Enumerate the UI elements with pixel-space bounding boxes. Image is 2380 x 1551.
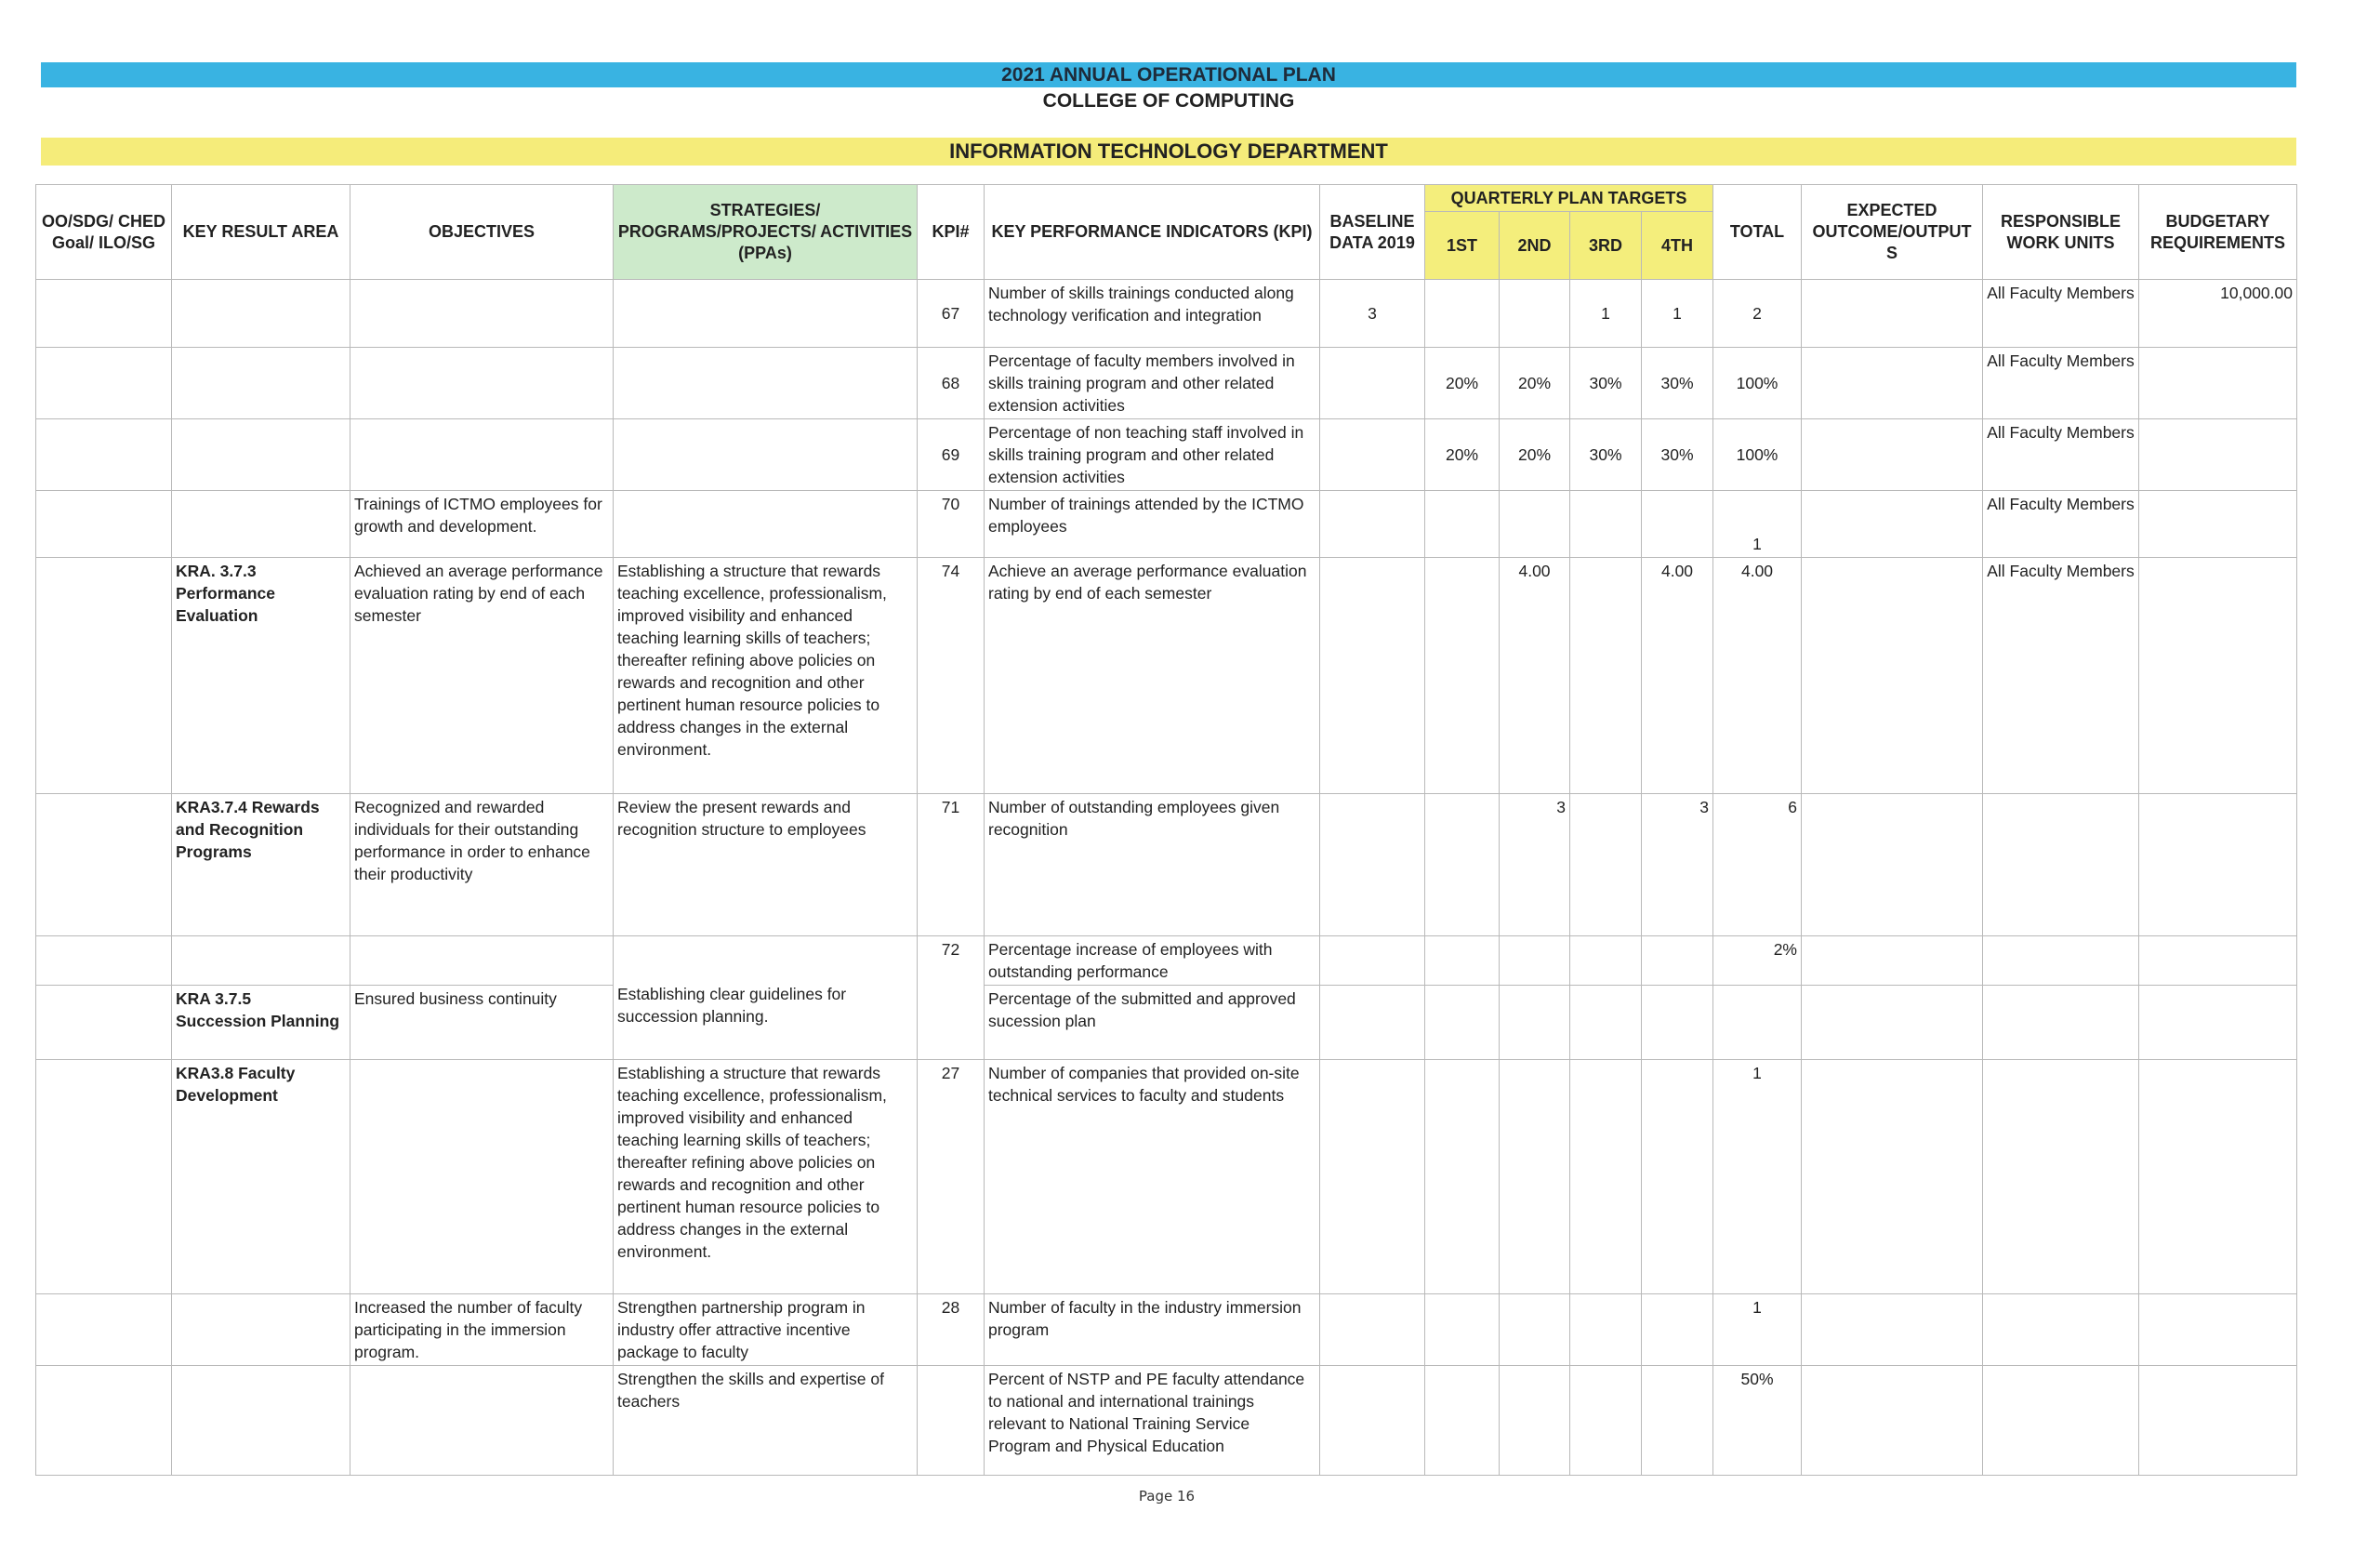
col-q2: 2ND (1500, 212, 1570, 280)
q4-cell: 1 (1642, 280, 1713, 348)
budget-cell (2139, 1060, 2297, 1294)
col-baseline: BASELINE DATA 2019 (1320, 185, 1425, 280)
q4-cell: 3 (1642, 794, 1713, 936)
kpi-cell: Percentage increase of employees with outstanding performance (985, 936, 1320, 986)
kpi-number-cell: 70 (918, 491, 985, 558)
total-cell: 100% (1713, 348, 1802, 419)
units-cell: All Faculty Members (1983, 558, 2139, 794)
kpi-number-cell: 68 (918, 348, 985, 419)
objective-cell (350, 348, 614, 419)
kpi-number-cell: 72 (918, 936, 985, 1060)
kpi-cell: Number of companies that provided on-site technical services to faculty and students (985, 1060, 1320, 1294)
q3-cell (1570, 558, 1642, 794)
total-cell (1713, 986, 1802, 1060)
q2-cell (1500, 1294, 1570, 1366)
table-row (36, 280, 2297, 348)
q4-cell: 30% (1642, 419, 1713, 491)
units-cell (1983, 1294, 2139, 1366)
strategy-cell (614, 936, 918, 1060)
kra-cell: KRA 3.7.5 Succession Planning (172, 986, 350, 1060)
budget-cell (2139, 1366, 2297, 1476)
strategy-cell: Establishing a structure that rewards teaching excellence, professionalism, improved visibility and enhanced teaching learning skills of teachers; thereafter refining above policies on rewards and recognition and other pertinent human resource policies to address changes in the external environment. (614, 1060, 918, 1294)
table-row (36, 986, 2297, 1060)
objective-cell: Achieved an average performance evaluation rating by end of each semester (350, 558, 614, 794)
budget-cell: 10,000.00 (2139, 280, 2297, 348)
q3-cell: 30% (1570, 419, 1642, 491)
units-cell (1983, 794, 2139, 936)
strategy-cell (614, 419, 918, 491)
kra-cell: KRA3.7.4 Rewards and Recognition Programs (172, 794, 350, 936)
kpi-cell: Number of outstanding employees given recognition (985, 794, 1320, 936)
kra-cell (172, 348, 350, 419)
outcome-cell (1802, 491, 1983, 558)
strategy-cell: Review the present rewards and recognition structure to employees (614, 794, 918, 936)
kpi-cell: Number of skills trainings conducted along technology verification and integration (985, 280, 1320, 348)
table-row (36, 1366, 2297, 1476)
units-cell (1983, 986, 2139, 1060)
q4-cell (1642, 1060, 1713, 1294)
strategy-cell: Strengthen the skills and expertise of teachers (614, 1366, 918, 1476)
col-strategies: STRATEGIES/ PROGRAMS/PROJECTS/ ACTIVITIES (PPAs) (614, 185, 918, 280)
units-cell: All Faculty Members (1983, 348, 2139, 419)
budget-cell (2139, 986, 2297, 1060)
outcome-cell (1802, 794, 1983, 936)
table-row (36, 348, 2297, 419)
col-q4: 4TH (1642, 212, 1713, 280)
q3-cell (1570, 986, 1642, 1060)
kpi-cell: Percentage of faculty members involved in skills training program and other related extension activities (985, 348, 1320, 419)
department-band (41, 138, 2296, 166)
kpi-cell: Number of trainings attended by the ICTMO employees (985, 491, 1320, 558)
total-cell: 1 (1713, 1060, 1802, 1294)
q2-cell (1500, 986, 1570, 1060)
baseline-cell (1320, 348, 1425, 419)
baseline-cell (1320, 1294, 1425, 1366)
table-row (36, 1294, 2297, 1366)
kra-cell (172, 419, 350, 491)
col-budget: BUDGETARY REQUIREMENTS (2139, 185, 2297, 280)
col-q1: 1ST (1425, 212, 1500, 280)
budget-cell (2139, 419, 2297, 491)
q1-cell (1425, 280, 1500, 348)
kpi-number-cell: 28 (918, 1294, 985, 1366)
department-title: INFORMATION TECHNOLOGY DEPARTMENT (949, 139, 1388, 163)
total-cell: 6 (1713, 794, 1802, 936)
objective-cell: Trainings of ICTMO employees for growth and development. (350, 491, 614, 558)
col-kra: KEY RESULT AREA (172, 185, 350, 280)
budget-cell (2139, 794, 2297, 936)
kpi-number-cell: 67 (918, 280, 985, 348)
outcome-cell (1802, 419, 1983, 491)
q3-cell (1570, 1294, 1642, 1366)
col-total: TOTAL (1713, 185, 1802, 280)
q4-cell: 30% (1642, 348, 1713, 419)
q4-cell: 4.00 (1642, 558, 1713, 794)
col-quarterly-targets: QUARTERLY PLAN TARGETS (1425, 185, 1713, 212)
total-cell: 1 (1713, 491, 1802, 558)
strategy-cell: Establishing a structure that rewards teaching excellence, professionalism, improved visibility and enhanced teaching learning skills of teachers; thereafter refining above policies on rewards and recognition and other pertinent human resource policies to address changes in the external environment. (614, 558, 918, 794)
budget-cell (2139, 1294, 2297, 1366)
units-cell: All Faculty Members (1983, 419, 2139, 491)
total-cell: 2% (1713, 936, 1802, 986)
q1-cell (1425, 794, 1500, 936)
kra-cell (172, 1294, 350, 1366)
q2-cell (1500, 280, 1570, 348)
baseline-cell (1320, 558, 1425, 794)
q3-cell: 1 (1570, 280, 1642, 348)
q2-cell (1500, 936, 1570, 986)
budget-cell (2139, 558, 2297, 794)
kra-cell (172, 491, 350, 558)
col-goal: OO/SDG/ CHED Goal/ ILO/SG (36, 185, 172, 280)
kra-cell (172, 280, 350, 348)
kra-cell (172, 936, 350, 986)
baseline-cell (1320, 419, 1425, 491)
units-cell (1983, 1366, 2139, 1476)
total-cell: 50% (1713, 1366, 1802, 1476)
kra-cell: KRA3.8 Faculty Development (172, 1060, 350, 1294)
kpi-cell: Achieve an average performance evaluation rating by end of each semester (985, 558, 1320, 794)
col-kpi: KEY PERFORMANCE INDICATORS (KPI) (985, 185, 1320, 280)
q1-cell (1425, 1366, 1500, 1476)
table-row (36, 491, 2297, 558)
q2-cell: 20% (1500, 348, 1570, 419)
strategy-cell (614, 348, 918, 419)
col-units: RESPONSIBLE WORK UNITS (1983, 185, 2139, 280)
q3-cell (1570, 491, 1642, 558)
q2-cell: 3 (1500, 794, 1570, 936)
strategy-cell (614, 280, 918, 348)
total-cell: 2 (1713, 280, 1802, 348)
q4-cell (1642, 986, 1713, 1060)
goal-cell (36, 936, 172, 986)
college-title: COLLEGE OF COMPUTING (1042, 90, 1295, 112)
budget-cell (2139, 936, 2297, 986)
plan-title-band (41, 62, 2296, 87)
kpi-number-cell: 71 (918, 794, 985, 936)
objective-cell: Ensured business continuity (350, 986, 614, 1060)
q2-cell (1500, 1366, 1570, 1476)
outcome-cell (1802, 1060, 1983, 1294)
units-cell (1983, 936, 2139, 986)
goal-cell (36, 491, 172, 558)
objective-cell: Increased the number of faculty participating in the immersion program. (350, 1294, 614, 1366)
units-cell (1983, 1060, 2139, 1294)
table-row (36, 936, 2297, 986)
outcome-cell (1802, 558, 1983, 794)
goal-cell (36, 419, 172, 491)
q3-cell (1570, 936, 1642, 986)
baseline-cell: 3 (1320, 280, 1425, 348)
table-row (36, 558, 2297, 794)
budget-cell (2139, 348, 2297, 419)
kra-cell (172, 1366, 350, 1476)
q4-cell (1642, 936, 1713, 986)
baseline-cell (1320, 1060, 1425, 1294)
q2-cell (1500, 491, 1570, 558)
col-objectives: OBJECTIVES (350, 185, 614, 280)
strategy-cell (614, 491, 918, 558)
q3-cell: 30% (1570, 348, 1642, 419)
goal-cell (36, 986, 172, 1060)
objective-cell (350, 1060, 614, 1294)
goal-cell (36, 348, 172, 419)
objective-cell (350, 280, 614, 348)
baseline-cell (1320, 491, 1425, 558)
col-kpi-no: KPI# (918, 185, 985, 280)
baseline-cell (1320, 986, 1425, 1060)
q3-cell (1570, 794, 1642, 936)
q2-cell (1500, 1060, 1570, 1294)
col-outcome: EXPECTED OUTCOME/OUTPUT S (1802, 185, 1983, 280)
table-row (36, 1060, 2297, 1294)
kpi-cell: Number of faculty in the industry immersion program (985, 1294, 1320, 1366)
goal-cell (36, 280, 172, 348)
q4-cell (1642, 1294, 1713, 1366)
kpi-number-cell: 74 (918, 558, 985, 794)
goal-cell (36, 1060, 172, 1294)
strategy-cell: Strengthen partnership program in industry offer attractive incentive package to faculty (614, 1294, 918, 1366)
outcome-cell (1802, 986, 1983, 1060)
q1-cell (1425, 558, 1500, 794)
q1-cell: 20% (1425, 348, 1500, 419)
operational-plan-table (35, 184, 2297, 1476)
kpi-number-cell: 27 (918, 1060, 985, 1294)
objective-cell: Recognized and rewarded individuals for their outstanding performance in order to enhance their productivity (350, 794, 614, 936)
q2-cell: 20% (1500, 419, 1570, 491)
total-cell: 4.00 (1713, 558, 1802, 794)
outcome-cell (1802, 1294, 1983, 1366)
units-cell: All Faculty Members (1983, 280, 2139, 348)
goal-cell (36, 1294, 172, 1366)
objective-cell (350, 936, 614, 986)
kpi-number-cell (918, 1366, 985, 1476)
goal-cell (36, 794, 172, 936)
table-row (36, 794, 2297, 936)
outcome-cell (1802, 280, 1983, 348)
q4-cell (1642, 1366, 1713, 1476)
q2-cell: 4.00 (1500, 558, 1570, 794)
objective-cell (350, 419, 614, 491)
goal-cell (36, 558, 172, 794)
kpi-cell: Percent of NSTP and PE faculty attendance to national and international trainings relevant to National Training Service Program and Physical Education (985, 1366, 1320, 1476)
q1-cell (1425, 1060, 1500, 1294)
kpi-number-cell: 69 (918, 419, 985, 491)
total-cell: 100% (1713, 419, 1802, 491)
q1-cell: 20% (1425, 419, 1500, 491)
strategy-text: Establishing clear guidelines for succession planning. (617, 985, 847, 1026)
kra-cell: KRA. 3.7.3 Performance Evaluation (172, 558, 350, 794)
baseline-cell (1320, 936, 1425, 986)
kpi-cell: Percentage of the submitted and approved sucession plan (985, 986, 1320, 1060)
q1-cell (1425, 936, 1500, 986)
q1-cell (1425, 491, 1500, 558)
outcome-cell (1802, 1366, 1983, 1476)
baseline-cell (1320, 794, 1425, 936)
col-q3: 3RD (1570, 212, 1642, 280)
kpi-cell: Percentage of non teaching staff involved in skills training program and other related extension activities (985, 419, 1320, 491)
q1-cell (1425, 1294, 1500, 1366)
q3-cell (1570, 1366, 1642, 1476)
baseline-cell (1320, 1366, 1425, 1476)
goal-cell (36, 1366, 172, 1476)
objective-cell (350, 1366, 614, 1476)
page-number: Page 16 (1138, 1488, 1196, 1505)
total-cell: 1 (1713, 1294, 1802, 1366)
table-row (36, 419, 2297, 491)
units-cell: All Faculty Members (1983, 491, 2139, 558)
q4-cell (1642, 491, 1713, 558)
q1-cell (1425, 986, 1500, 1060)
outcome-cell (1802, 348, 1983, 419)
outcome-cell (1802, 936, 1983, 986)
budget-cell (2139, 491, 2297, 558)
plan-title: 2021 ANNUAL OPERATIONAL PLAN (1001, 63, 1336, 86)
q3-cell (1570, 1060, 1642, 1294)
